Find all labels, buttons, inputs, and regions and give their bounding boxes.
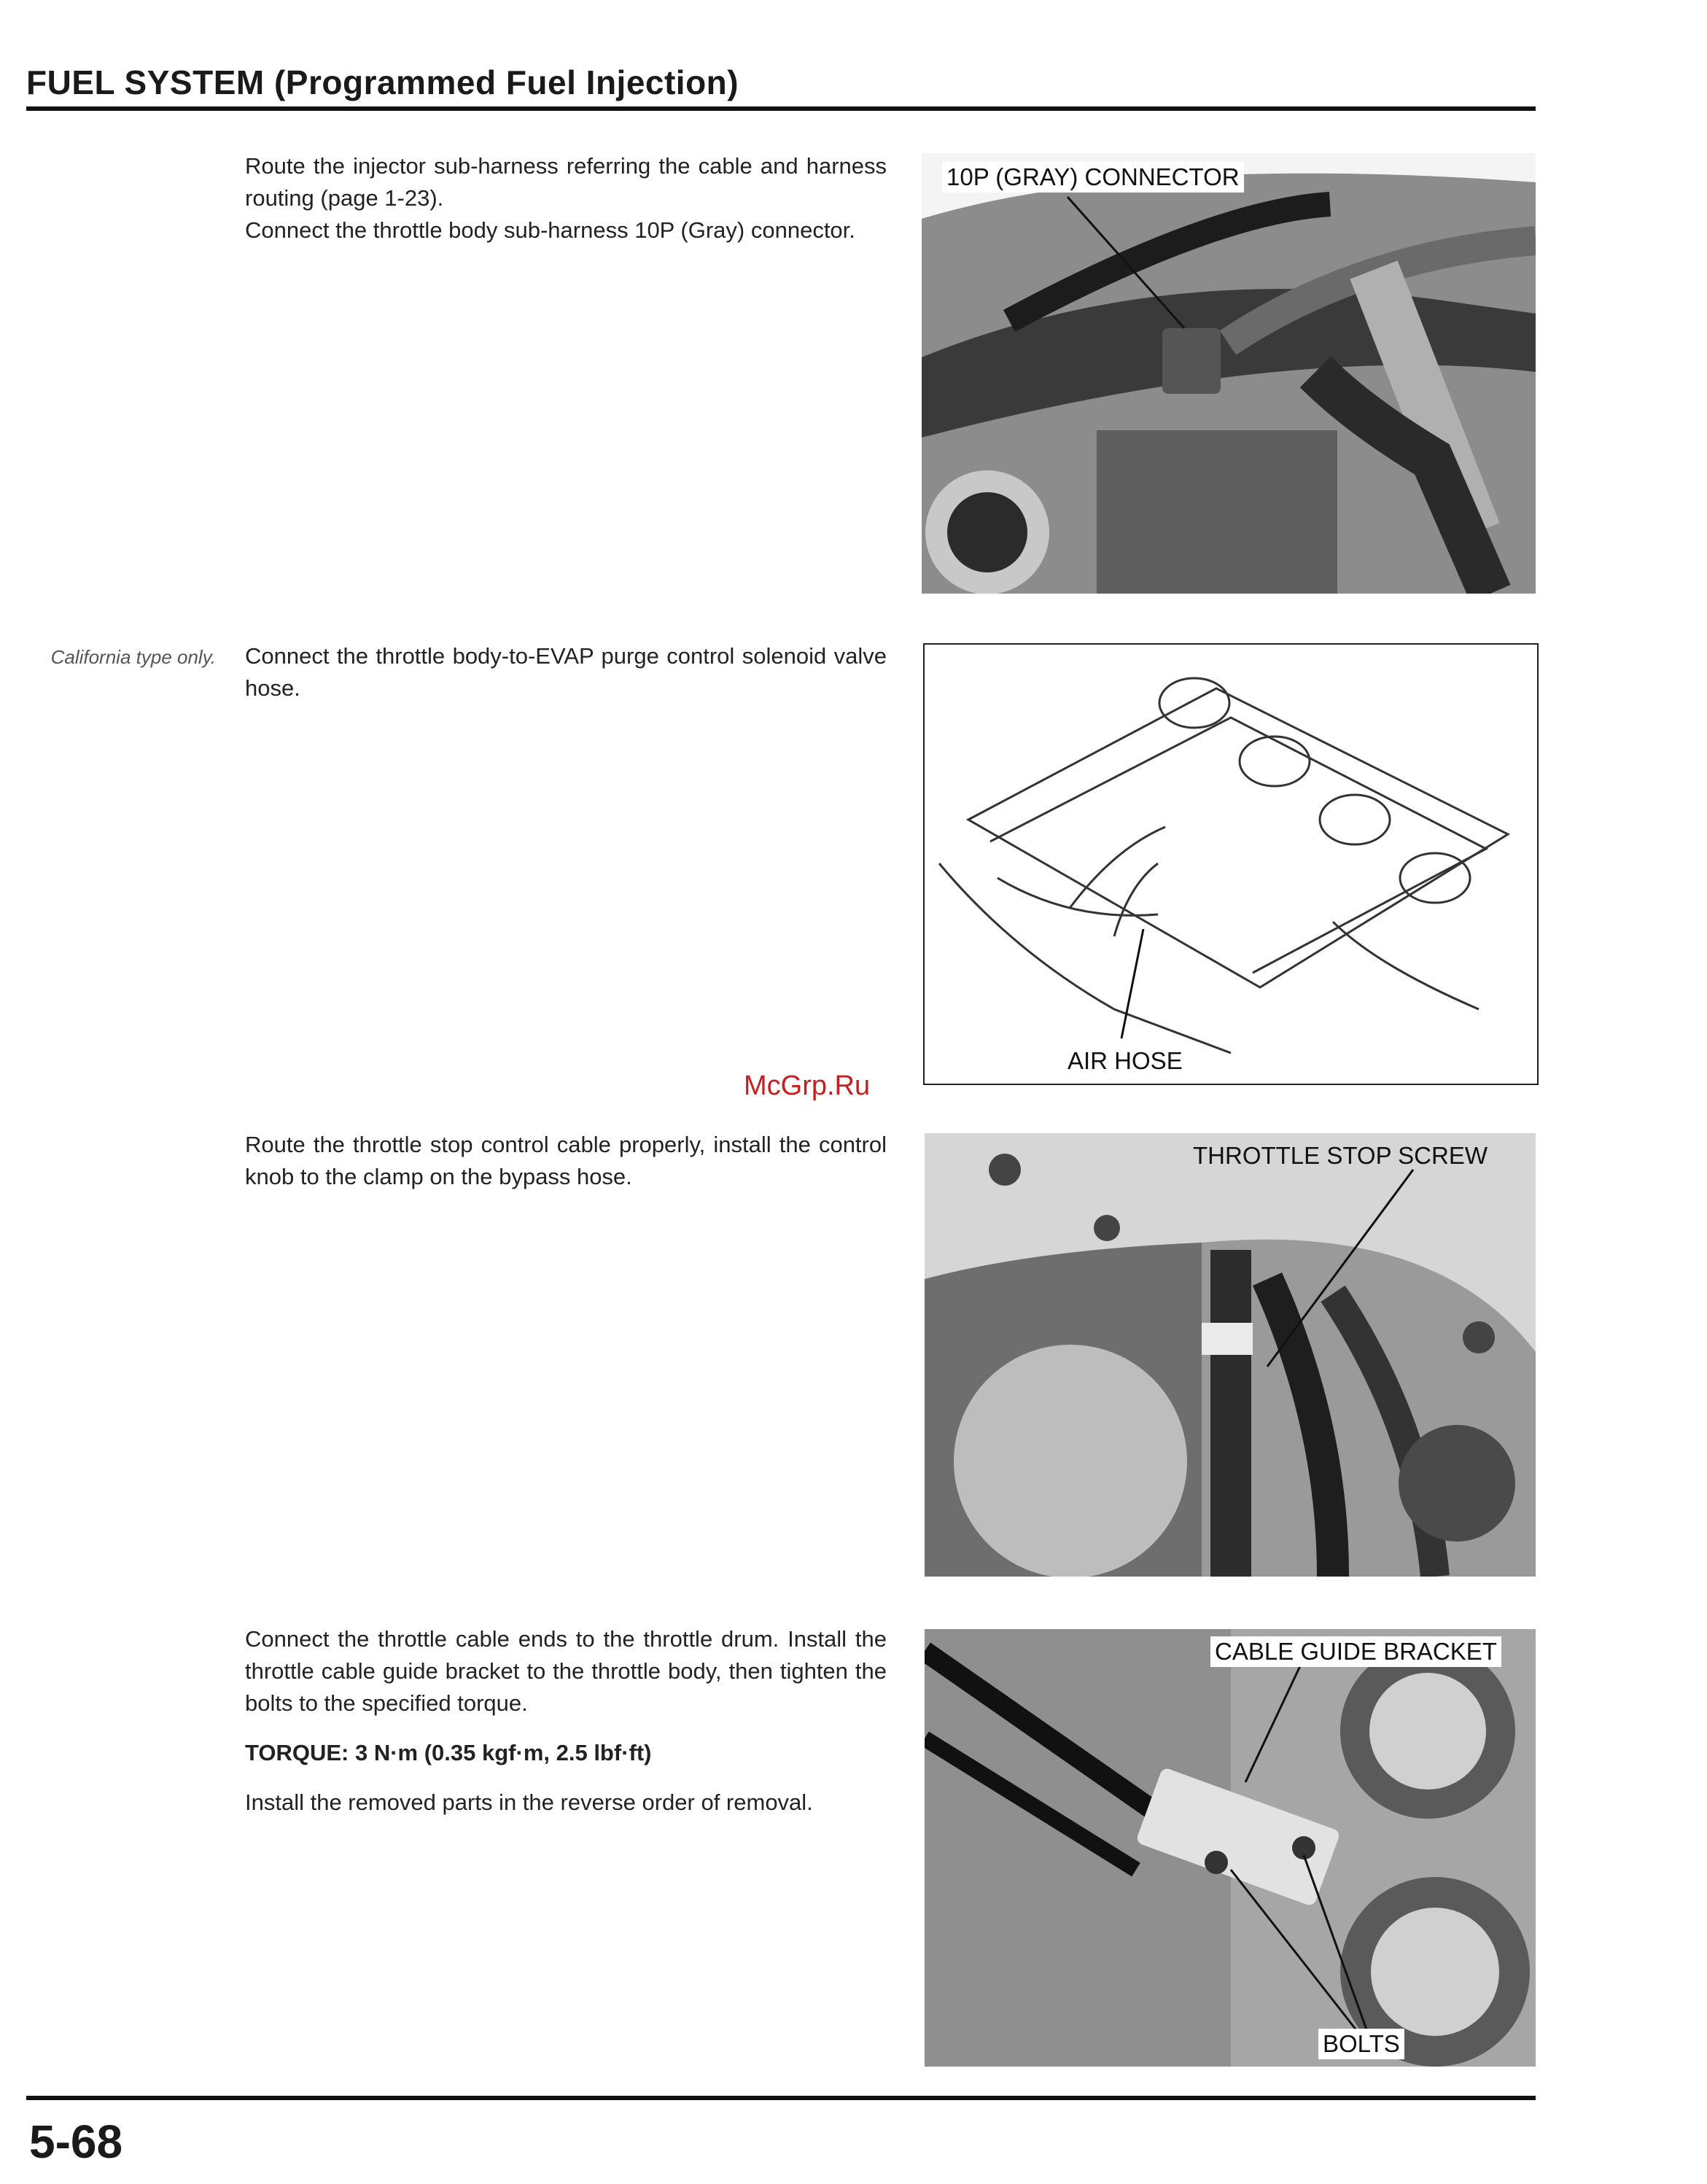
page-number: 5-68	[29, 2115, 123, 2168]
step-3-text	[245, 1129, 887, 1193]
watermark: McGrp.Ru	[744, 1070, 871, 1101]
paragraph: Connect the throttle cable ends to the throttle drum. Install the throttle cable guide bracket to the throttle body, then tighten the bolts to the specified torque.	[245, 1626, 887, 1716]
footer-divider	[26, 2096, 1536, 2100]
callout-bolts: BOLTS	[1318, 2029, 1404, 2059]
paragraph: Connect the throttle body-to-EVAP purge control solenoid valve hose.	[245, 643, 887, 701]
header-divider	[26, 106, 1536, 111]
callout-10p-gray-connector: 10P (GRAY) CONNECTOR	[942, 162, 1244, 193]
side-note-california: California type only.	[50, 646, 216, 668]
figure-cable-guide-bracket-photo	[925, 1629, 1536, 2067]
figure-throttle-stop-screw-photo	[925, 1133, 1536, 1577]
paragraph: Route the throttle stop control cable properly, install the control knob to the clamp on the bypass hose.	[245, 1132, 887, 1189]
section-title: FUEL SYSTEM (Programmed Fuel Injection)	[26, 63, 739, 101]
step-2-text	[245, 640, 887, 704]
paragraph: Connect the throttle body sub-harness 10P (Gray) connector.	[245, 217, 855, 243]
step-4-text	[245, 1623, 887, 1819]
paragraph: Route the injector sub-harness referring the cable and harness routing (page 1-23).	[245, 153, 887, 211]
figure-air-hose-drawing	[923, 643, 1539, 1085]
paragraph: Install the removed parts in the reverse order of removal.	[245, 1789, 813, 1815]
torque-spec: TORQUE: 3 N·m (0.35 kgf·m, 2.5 lbf·ft)	[245, 1740, 652, 1765]
callout-air-hose: AIR HOSE	[1063, 1046, 1187, 1076]
callout-throttle-stop-screw: THROTTLE STOP SCREW	[1193, 1142, 1488, 1169]
step-1-text	[245, 150, 887, 246]
callout-cable-guide-bracket: CABLE GUIDE BRACKET	[1210, 1636, 1501, 1667]
figure-10p-connector-photo	[922, 153, 1536, 594]
